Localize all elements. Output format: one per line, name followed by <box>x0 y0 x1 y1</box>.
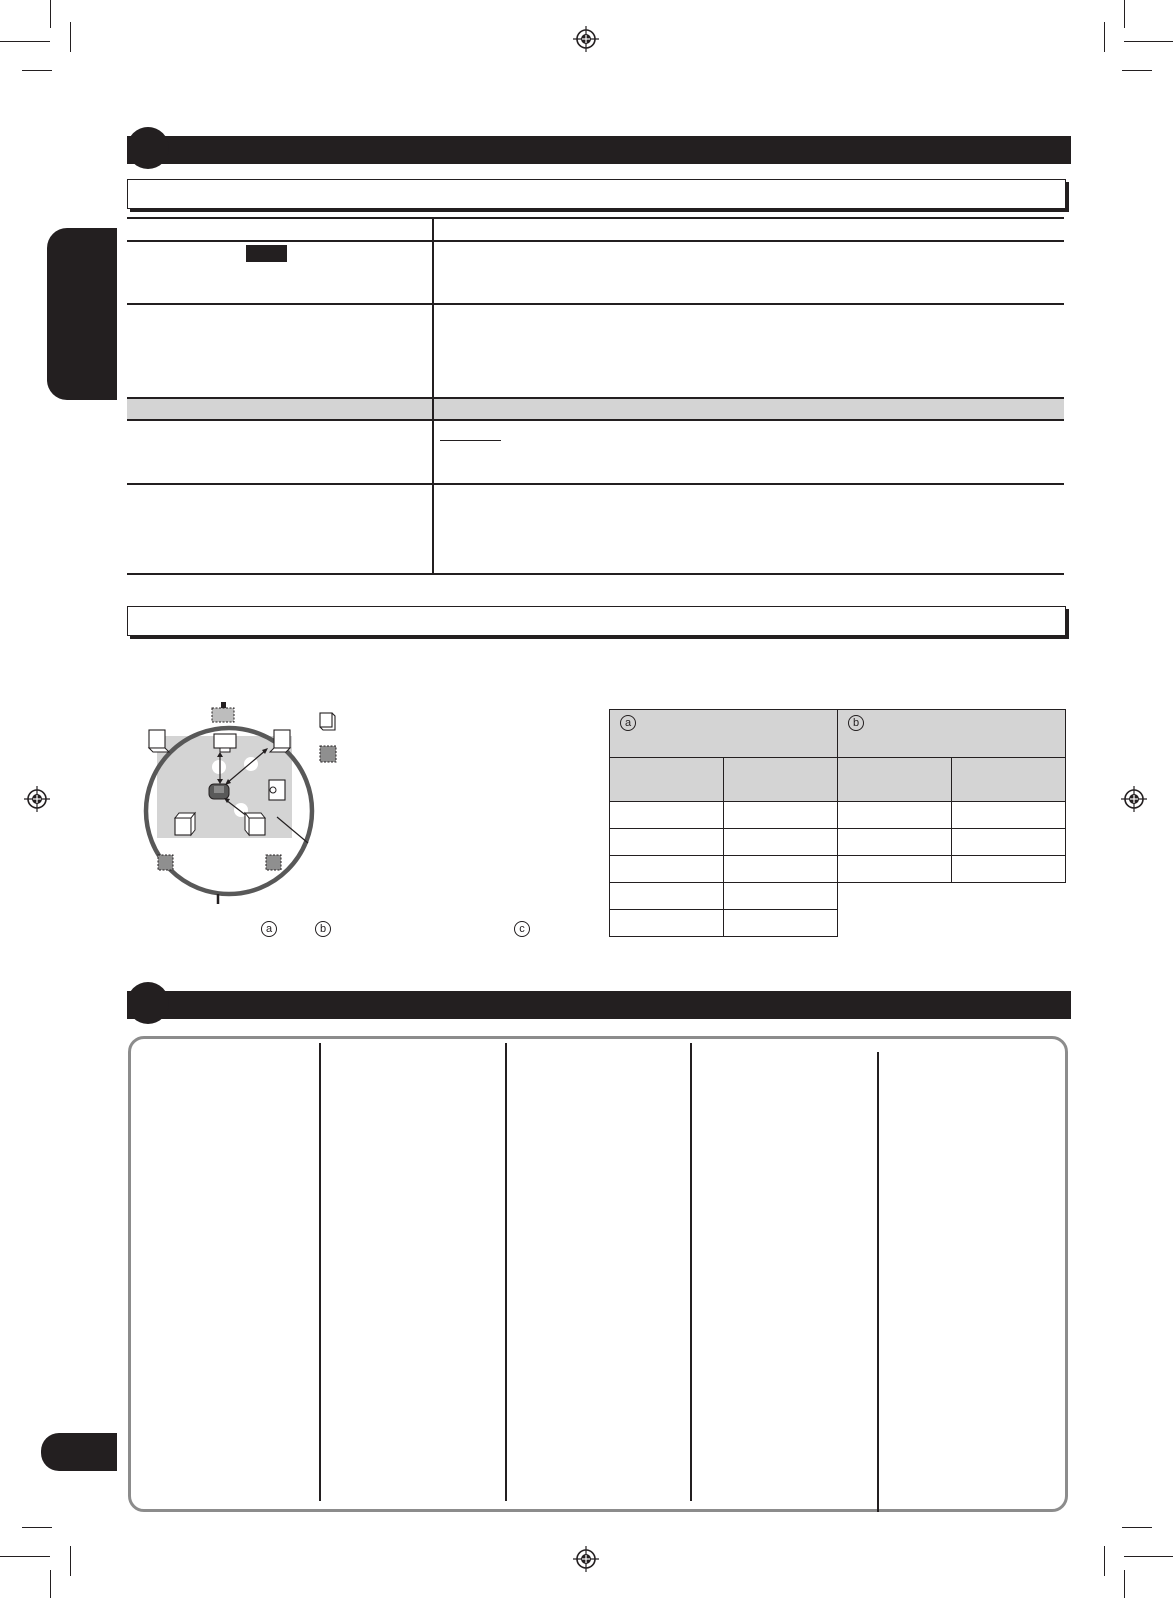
label-a-marker: a <box>261 921 277 937</box>
settings-table-gray-row <box>127 397 1064 419</box>
front-speaker-legend-icon <box>318 711 338 733</box>
specifications-panel <box>128 1036 1068 1512</box>
section-number-badge-2 <box>127 982 169 1024</box>
spec-column-divider-2 <box>505 1043 507 1501</box>
registration-mark-bottom <box>573 1546 599 1572</box>
spec-column-divider-3 <box>690 1043 692 1501</box>
header-a-marker: a <box>620 715 636 731</box>
table-row <box>610 856 1066 883</box>
registration-mark-top <box>573 26 599 52</box>
speaker-subheading-box <box>127 606 1066 636</box>
distance-subheader-a1 <box>610 758 724 802</box>
label-c-marker: c <box>514 921 530 937</box>
settings-subheading-box <box>127 179 1066 209</box>
table-row <box>610 829 1066 856</box>
distance-subheader-b1 <box>838 758 952 802</box>
section-heading-bar-1 <box>127 136 1071 164</box>
page-number-tab <box>41 1433 117 1471</box>
section-heading-bar-2 <box>127 991 1071 1019</box>
spec-column-divider-1 <box>319 1043 321 1501</box>
side-language-tab <box>47 228 117 400</box>
distance-header-b <box>838 710 1066 758</box>
header-b-marker: b <box>848 715 864 731</box>
table-row <box>610 883 1066 910</box>
section-number-badge-1 <box>127 127 169 169</box>
distance-header-a <box>610 710 838 758</box>
indicator-chip <box>246 245 287 262</box>
underline-mark <box>440 440 501 441</box>
registration-mark-right <box>1121 786 1147 812</box>
registration-mark-left <box>24 786 50 812</box>
speaker-distance-table <box>609 709 1066 937</box>
spec-column-divider-4 <box>877 1052 879 1512</box>
label-b-marker: b <box>315 921 331 937</box>
table-row <box>610 910 1066 937</box>
distance-subheader-b2 <box>952 758 1066 802</box>
table-row <box>610 802 1066 829</box>
distance-subheader-a2 <box>724 758 838 802</box>
optional-speaker-legend-icon <box>318 744 338 764</box>
